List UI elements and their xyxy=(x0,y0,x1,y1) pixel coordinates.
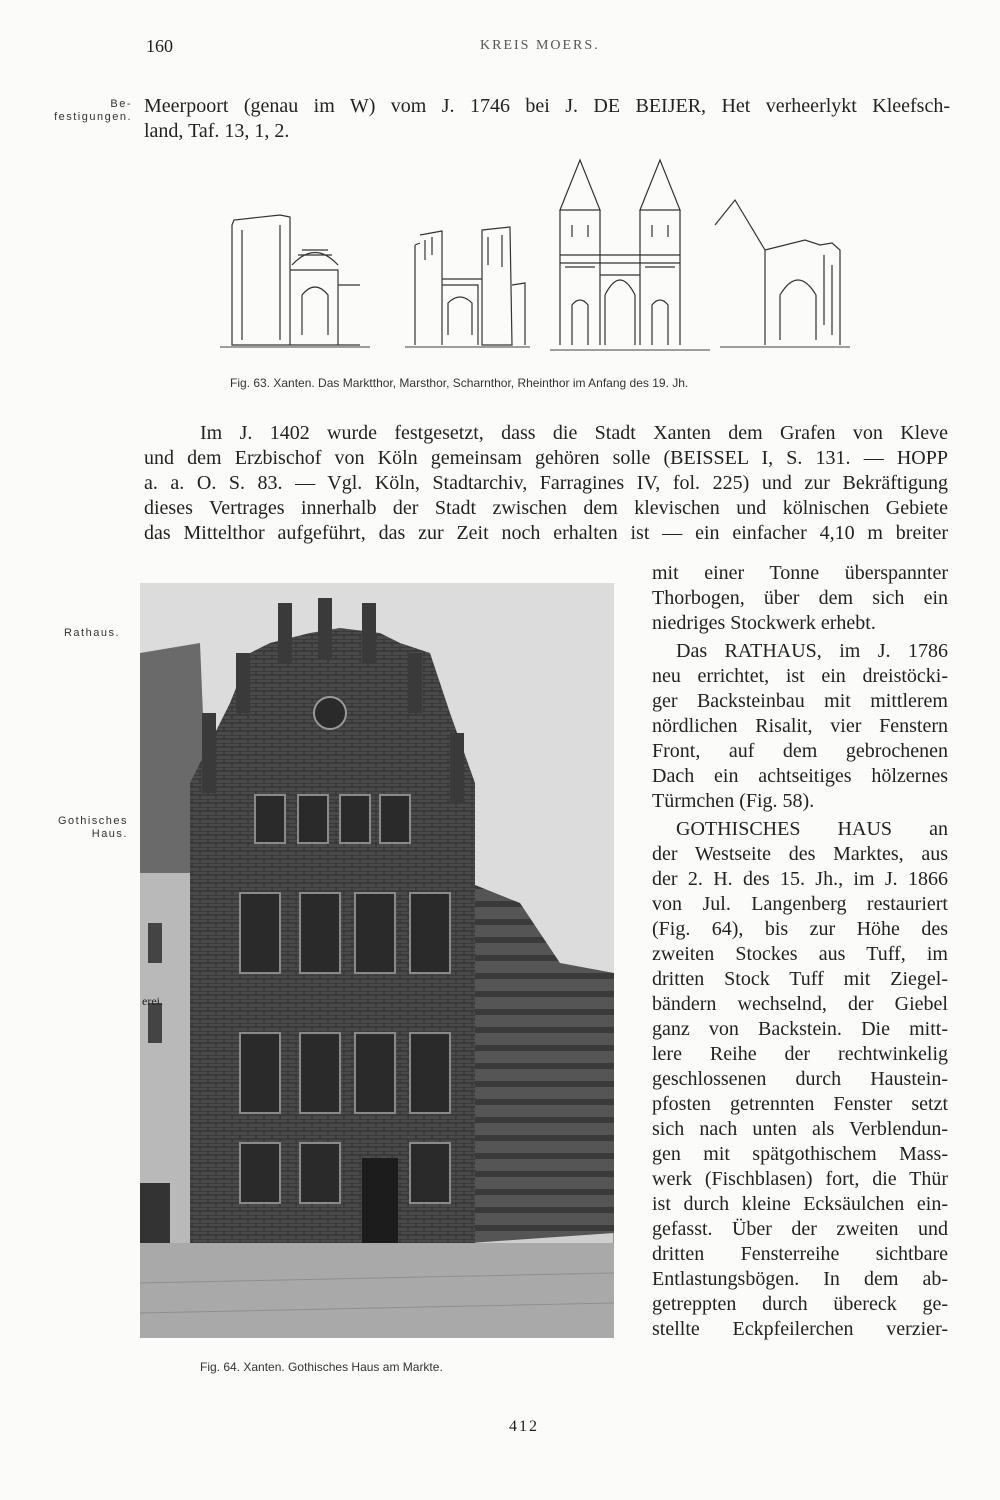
text-line: Türmchen (Fig. 58). xyxy=(652,790,815,812)
gate-marktthor xyxy=(220,215,370,347)
page-number: 160 xyxy=(146,36,173,56)
text-line: zweiten Stockes aus Tuff, im xyxy=(652,943,948,965)
text-line: GOTHISCHES HAUS an xyxy=(676,818,948,840)
text-line: gefasst. Über der zweiten und xyxy=(652,1218,948,1240)
fig63-gates-drawing xyxy=(220,155,860,370)
text-line: Im J. 1402 wurde festgesetzt, dass die Stadt Xanten dem Grafen von Kleve xyxy=(200,422,948,444)
text-line: werk (Fischblasen) fort, die Thür xyxy=(652,1168,948,1190)
text-line: ganz von Backstein. Die mitt- xyxy=(652,1018,948,1040)
text-line: niedriges Stockwerk erhebt. xyxy=(652,612,876,634)
text-line: a. a. O. S. 83. — Vgl. Köln, Stadtarchiv, Farragines IV, fol. 225) und zur Bekräftigung xyxy=(144,472,948,494)
gate-rheinthor xyxy=(715,200,850,347)
text-line: bändern wechselnd, der Giebel xyxy=(652,993,948,1015)
text-line: Meerpoort (genau im W) vom J. 1746 bei J. DE BEIJER, Het verheerlykt Kleefsch- xyxy=(144,95,950,117)
text-line: dritten Stock Tuff mit Ziegel- xyxy=(652,968,948,990)
text-line: das Mittelthor aufgeführt, das zur Zeit noch erhalten ist — ein einfacher 4,10 m breiter xyxy=(144,522,948,544)
footer-page-number: 412 xyxy=(509,1418,539,1435)
gate-marsthor xyxy=(405,227,530,347)
text-line: ger Backsteinbau mit mittlerem xyxy=(652,690,948,712)
text-line: mit einer Tonne überspannter xyxy=(652,562,948,584)
text-line: Thorbogen, über dem sich ein xyxy=(652,587,948,609)
margin-note-rathaus: Rathaus. xyxy=(63,627,120,639)
text-line: geschlossenen durch Haustein- xyxy=(652,1068,948,1090)
text-line: dritten Fensterreihe sichtbare xyxy=(652,1243,948,1265)
running-head: KREIS MOERS. xyxy=(480,38,600,53)
fig64-caption: Fig. 64. Xanten. Gothisches Haus am Markte. xyxy=(200,1360,443,1374)
text-line: und dem Erzbischof von Köln gemeinsam gehören solle (BEISSEL I, S. 131. — HOPP xyxy=(144,447,948,469)
text-line: nördlichen Risalit, vier Fenstern xyxy=(652,715,948,737)
text-line: sich nach unten als Verblendun- xyxy=(652,1118,948,1140)
text-line: gen mit spätgothischem Mass- xyxy=(652,1143,948,1165)
fig63-caption: Fig. 63. Xanten. Das Marktthor, Marsthor, Scharnthor, Rheinthor im Anfang des 19. Jh. xyxy=(230,376,689,390)
margin-note-befestigungen: Be- festigungen. xyxy=(54,98,132,123)
text-line: Entlastungsbögen. In dem ab- xyxy=(652,1268,948,1290)
text-line: Front, auf dem gebrochenen xyxy=(652,740,948,762)
text-line: lere Reihe der rechtwinkelig xyxy=(652,1043,948,1065)
text-line: Dach ein achtseitiges hölzernes xyxy=(652,765,948,787)
text-line: der Westseite des Marktes, aus xyxy=(652,843,948,865)
text-line: dieses Vertrages innerhalb der Stadt zwischen dem klevischen und kölnischen Gebiete xyxy=(144,497,948,519)
text-line: neu errichtet, ist ein dreistöcki- xyxy=(652,665,948,687)
text-line: der 2. H. des 15. Jh., im J. 1866 xyxy=(652,868,948,890)
gate-scharnthor xyxy=(550,160,710,350)
text-line: ist durch kleine Ecksäulchen ein- xyxy=(652,1193,948,1215)
text-line: (Fig. 64), bis zur Höhe des xyxy=(652,918,948,940)
photo-sign-text: erei. xyxy=(142,994,163,1008)
text-line: stellte Eckpfeilerchen verzier- xyxy=(652,1318,948,1340)
fig64-photograph xyxy=(140,583,614,1338)
text-line: von Jul. Langenberg restauriert xyxy=(652,893,948,915)
margin-note-gothisches-haus: Gothisches Haus. xyxy=(57,815,128,840)
text-line: land, Taf. 13, 1, 2. xyxy=(144,120,290,142)
text-line: getreppten durch übereck ge- xyxy=(652,1293,948,1315)
text-line: Das RATHAUS, im J. 1786 xyxy=(676,640,948,662)
text-line: pfosten getrennten Fenster setzt xyxy=(652,1093,948,1115)
